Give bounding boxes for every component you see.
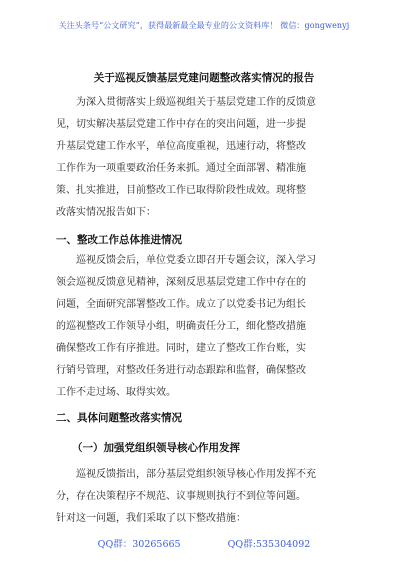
subsection-1-heading: （一）加强党组织领导核心作用发挥 [72,442,240,454]
paragraph-line: 见，切实解决基层党建工作中存在的突出问题，进一步提 [56,119,306,130]
paragraph-line: 确保整改工作有序推进。同时，建立了整改工作台账，实 [56,343,306,354]
promo-banner: 关注头条号“公文研究”，获得最新最全最专业的公文资料库！ 微信：gongwenyj [58,21,350,30]
paragraph-line: 行销号管理，对整改任务进行动态跟踪和监督，确保整改 [56,365,306,376]
intro-paragraph [56,92,356,224]
qq-group-2: QQ群:535304092 [227,539,311,550]
footer-contact [0,536,408,550]
section-1-heading: 一、整改工作总体推进情况 [56,234,182,246]
subsection-1-paragraph [56,464,356,530]
paragraph-line: 工作不走过场、取得实效。 [56,387,176,398]
paragraph-line: 工作作为一项重要政治任务来抓。通过全面部署、精准施 [56,163,306,174]
section-2-heading: 二、具体问题整改落实情况 [56,412,182,424]
section-1-paragraph [56,250,356,404]
paragraph-line: 升基层党建工作水平，单位高度重视，迅速行动，将整改 [56,141,306,152]
paragraph-line: 策、扎实推进，目前整改工作已取得阶段性成效。现将整 [56,185,306,196]
qq-group-1: QQ群：30265665 [97,539,181,550]
paragraph-line: 分，存在决策程序不规范、议事规则执行不到位等问题。 [56,491,306,502]
paragraph-line: 问题，全面研究部署整改工作。成立了以党委书记为组长 [56,299,306,310]
paragraph-line: 为深入贯彻落实上级巡视组关于基层党建工作的反馈意 [76,97,316,108]
paragraph-line: 巡视反馈会后，单位党委立即召开专题会议，深入学习 [76,255,316,266]
document-title: 关于巡视反馈基层党建问题整改落实情况的报告 [93,72,315,84]
paragraph-line: 领会巡视反馈意见精神，深刻反思基层党建工作中存在的 [56,277,306,288]
paragraph-line: 改落实情况报告如下： [56,207,156,218]
paragraph-line: 针对这一问题，我们采取了以下整改措施： [56,513,246,524]
paragraph-line: 巡视反馈指出，部分基层党组织领导核心作用发挥不充 [76,469,316,480]
paragraph-line: 的巡视整改工作领导小组，明确责任分工，细化整改措施 [56,321,306,332]
